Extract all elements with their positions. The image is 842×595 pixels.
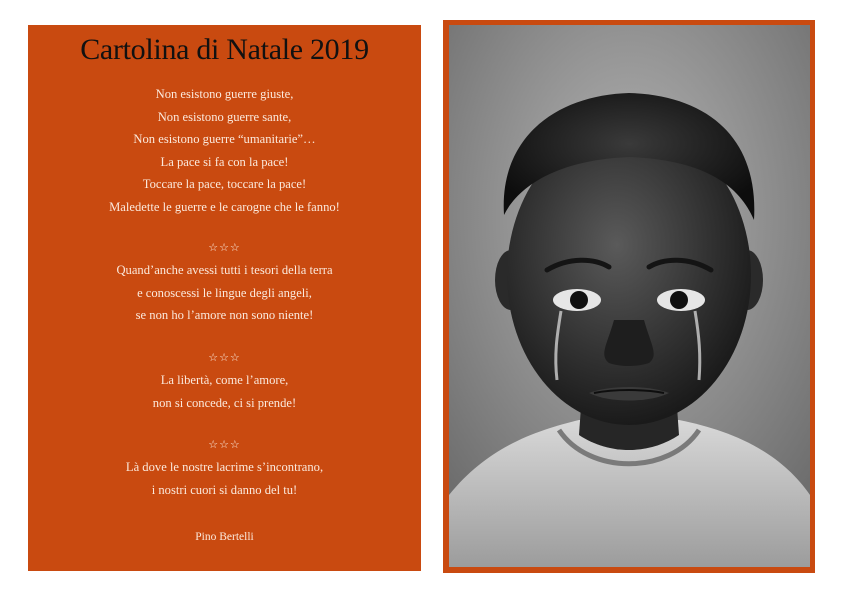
poem-line: Non esistono guerre giuste,	[155, 87, 294, 101]
stanza-2	[28, 259, 421, 327]
poem-line: Là dove le nostre lacrime s’incontrano,	[125, 460, 324, 474]
star-separator: ☆☆☆	[208, 241, 241, 254]
poem-line: Toccare la pace, toccare la pace!	[142, 177, 307, 192]
poem-line: e conoscessi le lingue degli angeli,	[137, 285, 312, 300]
star-separator: ☆☆☆	[208, 351, 241, 364]
poem-line: se non ho l’amore non sono niente!	[135, 308, 314, 323]
poem-line: non si concede, ci si prende!	[152, 395, 297, 410]
poem-line: Non esistono guerre “umanitarie”…	[133, 132, 316, 147]
card-title: Cartolina di Natale 2019	[80, 33, 369, 66]
poem-line: Non esistono guerre sante,	[157, 109, 292, 124]
poem-line: La libertà, come l’amore,	[160, 373, 289, 387]
child-portrait-photo	[449, 25, 810, 567]
poem-line: Quand’anche avessi tutti i tesori della terra	[116, 263, 333, 277]
photo-frame	[443, 20, 815, 573]
star-separator: ☆☆☆	[208, 438, 241, 451]
poem-line: La pace si fa con la pace!	[160, 154, 289, 169]
stanza-1	[28, 83, 421, 219]
stanza-3	[28, 369, 421, 414]
poem-line: Maledette le guerre e le carogne che le fanno!	[109, 199, 340, 214]
portrait-illustration	[449, 25, 810, 567]
poem-panel	[28, 25, 421, 571]
stanza-4	[28, 456, 421, 501]
poem-line: i nostri cuori si danno del tu!	[151, 482, 298, 497]
author-signature: Pino Bertelli	[195, 531, 254, 543]
